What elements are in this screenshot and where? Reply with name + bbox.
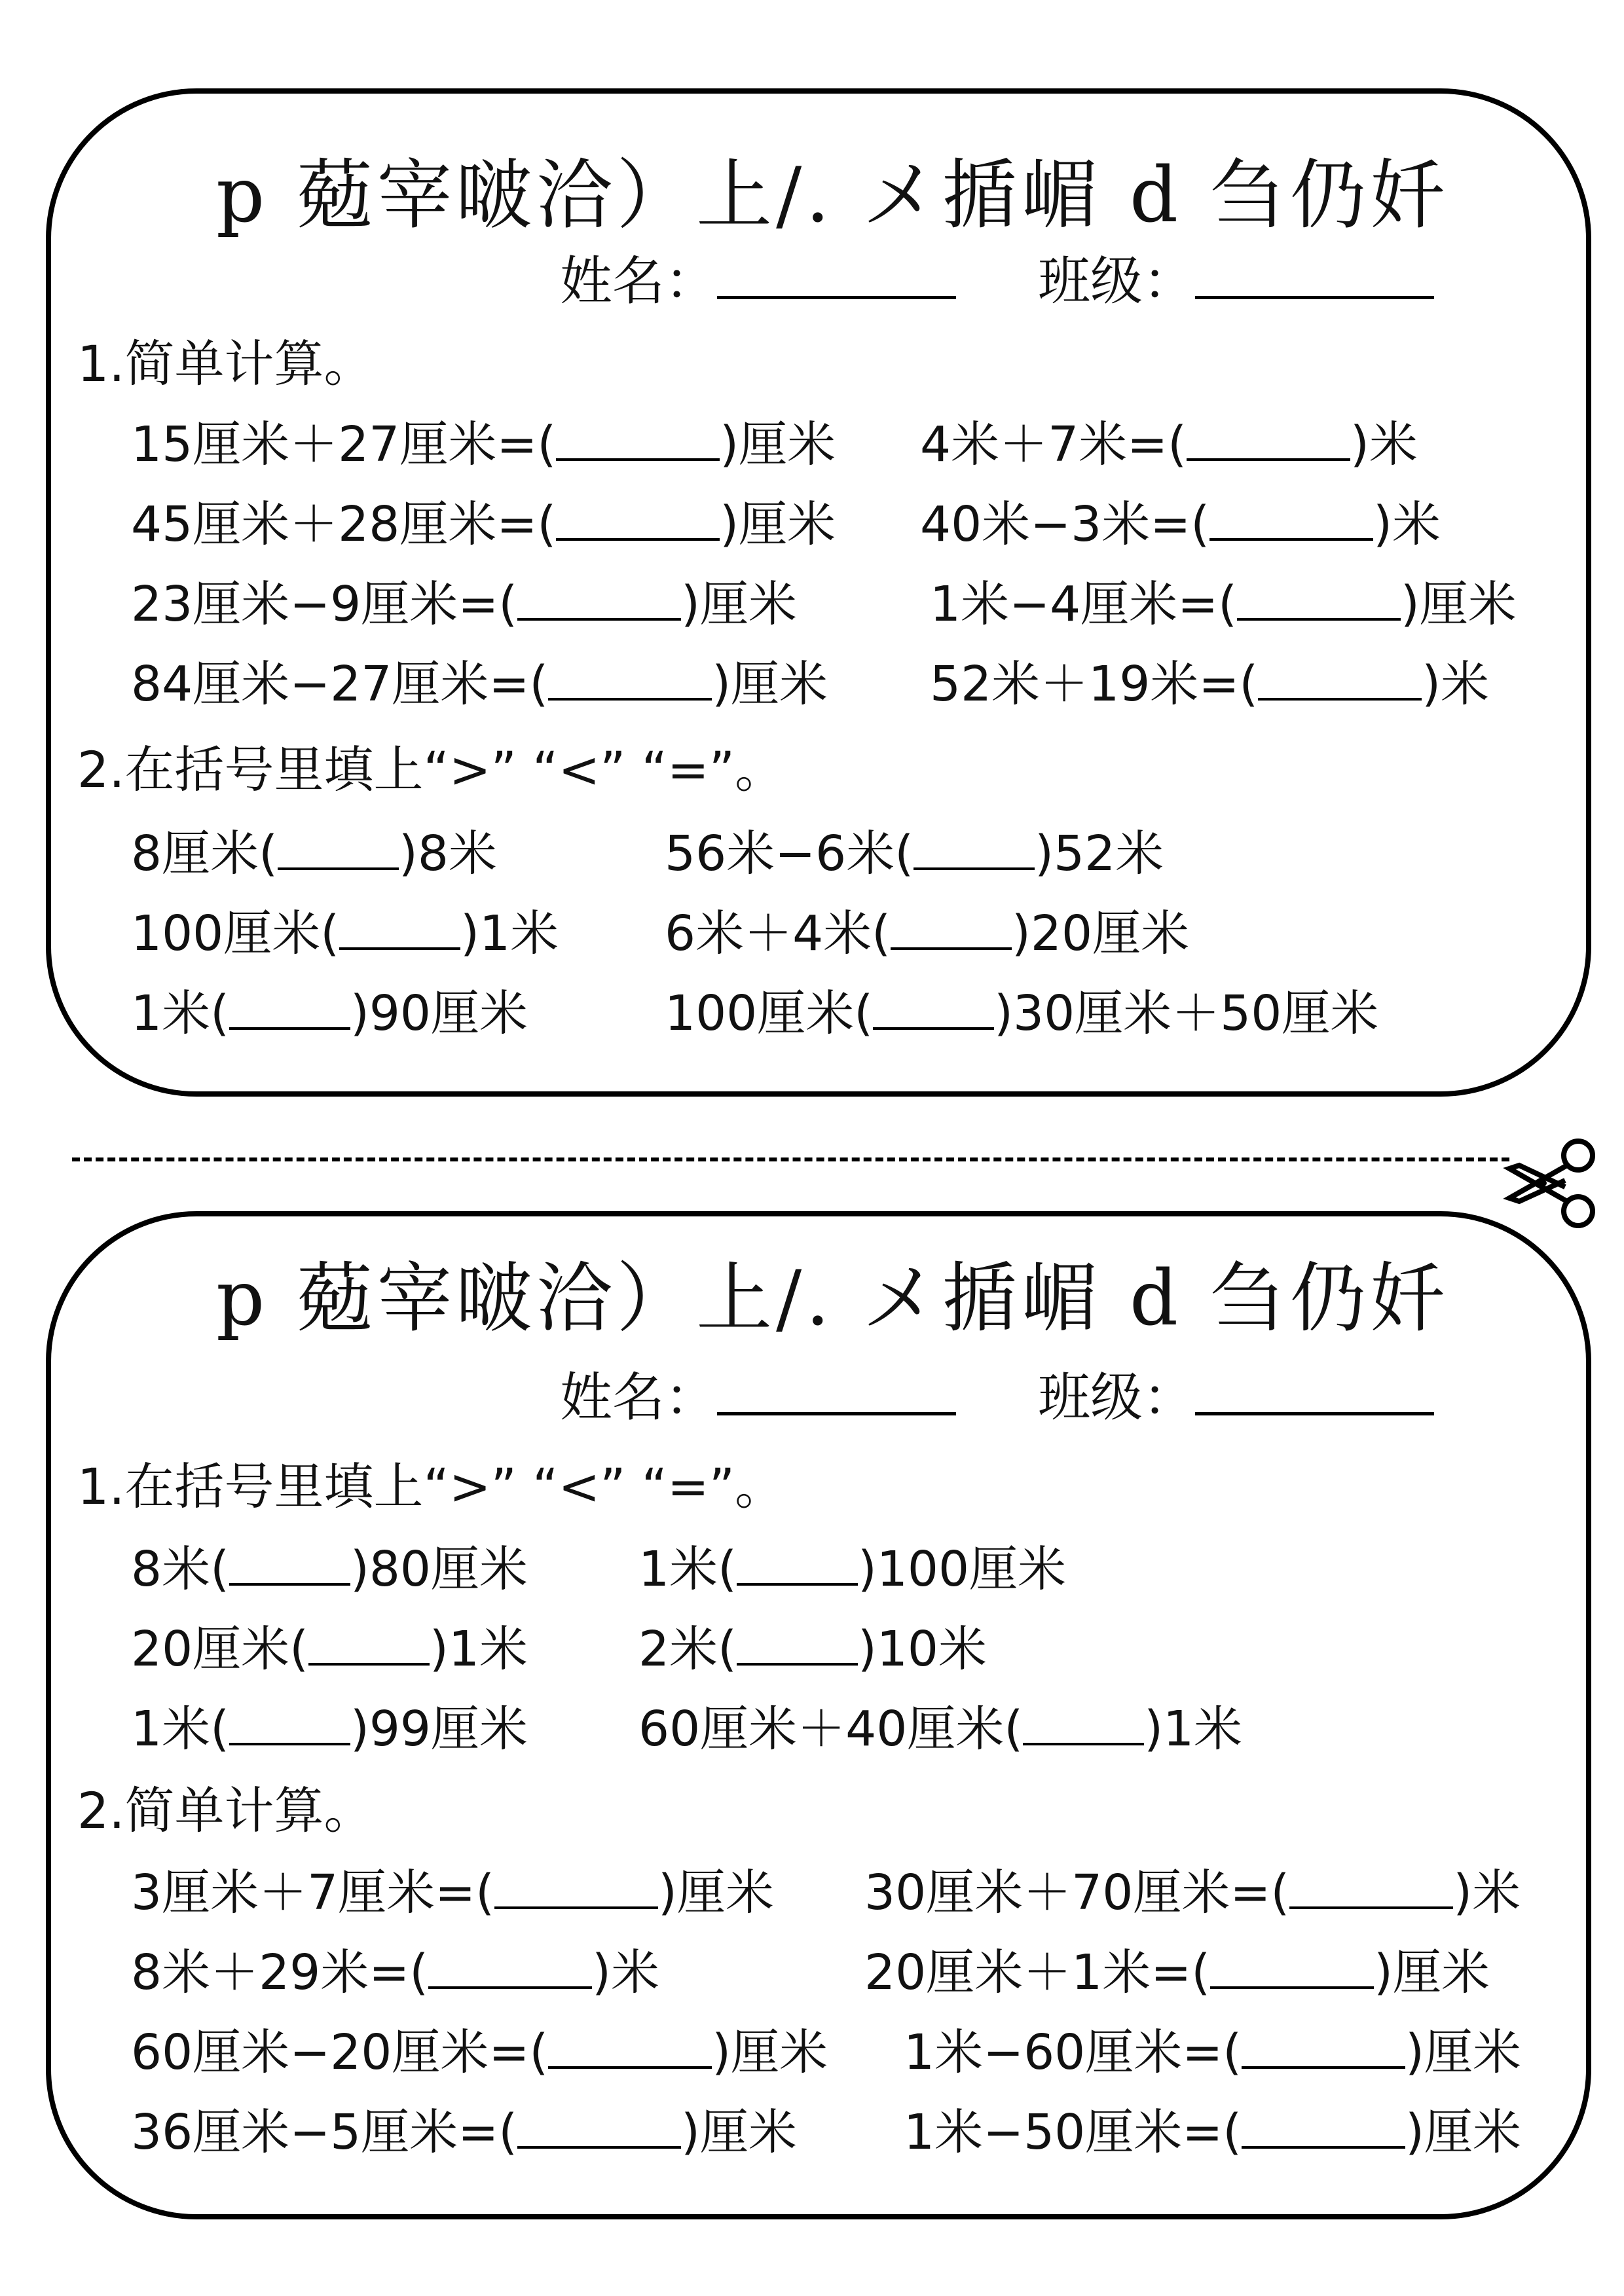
class-line[interactable]	[1195, 250, 1434, 299]
problem-unit: )20厘米	[1012, 905, 1190, 962]
problem-unit: )厘米	[1405, 2104, 1521, 2160]
problem-text: 1米−4厘米=(	[930, 576, 1238, 632]
problem-text: 60厘米−20厘米=(	[131, 2024, 549, 2081]
problem-unit: )米	[1453, 1865, 1521, 1921]
calc-problem	[131, 1854, 774, 1923]
calc-problem	[131, 2094, 797, 2163]
compare-problem	[131, 1611, 528, 1680]
answer-blank[interactable]	[278, 828, 399, 870]
answer-blank[interactable]	[891, 908, 1012, 950]
problem-unit: )30厘米＋50厘米	[994, 985, 1379, 1042]
answer-blank[interactable]	[556, 499, 720, 541]
problem-unit: )厘米	[720, 496, 836, 553]
compare-problem	[131, 975, 528, 1044]
problem-unit: )8米	[398, 826, 497, 882]
problem-unit: )厘米	[681, 2104, 797, 2160]
answer-blank[interactable]	[1242, 2107, 1405, 2149]
calc-problem	[930, 646, 1489, 715]
answer-blank[interactable]	[308, 1624, 430, 1666]
problem-text: 1米(	[638, 1541, 737, 1597]
problem-unit: )厘米	[712, 2024, 828, 2081]
problem-text: 8厘米(	[131, 826, 278, 882]
problem-text: 60厘米＋40厘米(	[638, 1701, 1024, 1757]
answer-blank[interactable]	[873, 988, 994, 1030]
problem-unit: )1米	[1144, 1701, 1243, 1757]
class-label: 班级：	[1038, 1367, 1195, 1428]
problem-unit: )米	[1422, 656, 1490, 712]
problem-text: 20厘米＋1米=(	[864, 1944, 1211, 2001]
compare-problem	[131, 1531, 528, 1600]
answer-blank[interactable]	[1258, 659, 1422, 701]
problem-text: 6米＋4米(	[665, 905, 891, 962]
answer-blank[interactable]	[517, 579, 681, 621]
calc-problem	[904, 2014, 1521, 2083]
class-field-2[interactable]	[1038, 1355, 1434, 1430]
problem-text: 100厘米(	[131, 905, 340, 962]
problem-text: 15厘米＋27厘米=(	[131, 416, 557, 473]
section-2-title: 2.简单计算。	[77, 1781, 374, 1840]
problem-text: 2米(	[638, 1621, 737, 1677]
compare-problem	[638, 1611, 987, 1680]
answer-blank[interactable]	[737, 1624, 858, 1666]
name-line[interactable]	[717, 1366, 956, 1415]
scissors-icon	[1496, 1136, 1601, 1234]
problem-unit: )厘米	[658, 1865, 774, 1921]
compare-problem	[665, 815, 1164, 884]
calc-problem	[920, 406, 1418, 475]
answer-blank[interactable]	[1289, 1867, 1453, 1909]
problem-unit: )厘米	[681, 576, 797, 632]
problem-unit: )厘米	[720, 416, 836, 473]
problem-unit: )厘米	[1405, 2024, 1521, 2081]
problem-text: 3厘米＋7厘米=(	[131, 1865, 495, 1921]
calc-problem	[864, 1934, 1490, 2003]
problem-unit: )99厘米	[350, 1701, 528, 1757]
calc-problem	[131, 2014, 828, 2083]
problem-unit: )1米	[430, 1621, 528, 1677]
answer-blank[interactable]	[517, 2107, 681, 2149]
problem-unit: )52米	[1035, 826, 1164, 882]
problem-unit: )10米	[857, 1621, 987, 1677]
problem-unit: )米	[1350, 416, 1418, 473]
problem-text: 4米＋7米=(	[920, 416, 1187, 473]
answer-blank[interactable]	[548, 659, 712, 701]
compare-problem	[665, 895, 1189, 964]
problem-text: 56米−6米(	[665, 826, 914, 882]
problem-text: 23厘米−9厘米=(	[131, 576, 518, 632]
problem-unit: )80厘米	[350, 1541, 528, 1597]
problem-text: 45厘米＋28厘米=(	[131, 496, 557, 553]
section-2-title: 2.在括号里填上“>” “<” “=”。	[77, 740, 785, 799]
problem-text: 84厘米−27厘米=(	[131, 656, 549, 712]
calc-problem	[131, 566, 797, 635]
calc-problem	[131, 1934, 659, 2003]
section-1-title: 1.简单计算。	[77, 335, 374, 393]
problem-text: 52米＋19米=(	[930, 656, 1259, 712]
calc-problem	[920, 486, 1441, 555]
problem-unit: )90厘米	[350, 985, 528, 1042]
answer-blank[interactable]	[428, 1947, 592, 1989]
answer-blank[interactable]	[494, 1867, 658, 1909]
problem-unit: )1米	[460, 905, 559, 962]
answer-blank[interactable]	[1210, 1947, 1374, 1989]
calc-problem	[930, 566, 1517, 635]
answer-blank[interactable]	[1242, 2027, 1405, 2069]
answer-blank[interactable]	[229, 1544, 350, 1586]
calc-problem	[864, 1854, 1521, 1923]
problem-text: 1米−60厘米=(	[904, 2024, 1242, 2081]
class-label: 班级：	[1038, 251, 1195, 312]
answer-blank[interactable]	[339, 908, 460, 950]
problem-text: 100厘米(	[665, 985, 874, 1042]
name-label: 姓名：	[560, 251, 717, 312]
answer-blank[interactable]	[1023, 1704, 1144, 1745]
calc-problem	[131, 486, 836, 555]
class-line[interactable]	[1195, 1366, 1434, 1415]
section-1-title: 1.在括号里填上“>” “<” “=”。	[77, 1457, 785, 1516]
compare-problem	[131, 815, 497, 884]
name-line[interactable]	[717, 250, 956, 299]
problem-text: 8米(	[131, 1541, 229, 1597]
name-field-1[interactable]	[560, 239, 956, 314]
answer-blank[interactable]	[1187, 419, 1350, 461]
answer-blank[interactable]	[1237, 579, 1401, 621]
compare-problem	[131, 895, 559, 964]
compare-problem	[638, 1531, 1066, 1600]
problem-text: 30厘米＋70厘米=(	[864, 1865, 1290, 1921]
problem-unit: )厘米	[1374, 1944, 1490, 2001]
class-field-1[interactable]	[1038, 239, 1434, 314]
compare-problem	[131, 1690, 528, 1760]
problem-text: 1米−50厘米=(	[904, 2104, 1242, 2160]
name-field-2[interactable]	[560, 1355, 956, 1430]
cut-line	[72, 1157, 1509, 1161]
answer-blank[interactable]	[556, 419, 720, 461]
problem-unit: )100厘米	[857, 1541, 1067, 1597]
problem-text: 20厘米(	[131, 1621, 309, 1677]
answer-blank[interactable]	[229, 988, 350, 1030]
problem-text: 40米−3米=(	[920, 496, 1210, 553]
answer-blank[interactable]	[229, 1704, 350, 1745]
answer-blank[interactable]	[548, 2027, 712, 2069]
problem-text: 36厘米−5厘米=(	[131, 2104, 518, 2160]
problem-unit: )厘米	[1401, 576, 1517, 632]
calc-problem	[131, 406, 836, 475]
compare-problem	[665, 975, 1378, 1044]
worksheet-1-title: p 葂宰啵洽）上/. メ揗嵋 d 刍仍奷	[216, 151, 1450, 240]
answer-blank[interactable]	[1209, 499, 1373, 541]
calc-problem	[904, 2094, 1521, 2163]
problem-text: 1米(	[131, 985, 229, 1042]
answer-blank[interactable]	[913, 828, 1035, 870]
compare-problem	[638, 1690, 1242, 1760]
worksheet-2-title: p 葂宰啵洽）上/. メ揗嵋 d 刍仍奷	[216, 1254, 1450, 1343]
answer-blank[interactable]	[737, 1544, 858, 1586]
calc-problem	[131, 646, 828, 715]
problem-unit: )厘米	[712, 656, 828, 712]
problem-text: 1米(	[131, 1701, 229, 1757]
problem-unit: )米	[592, 1944, 659, 2001]
name-label: 姓名：	[560, 1367, 717, 1428]
problem-text: 8米＋29米=(	[131, 1944, 429, 2001]
problem-unit: )米	[1373, 496, 1441, 553]
